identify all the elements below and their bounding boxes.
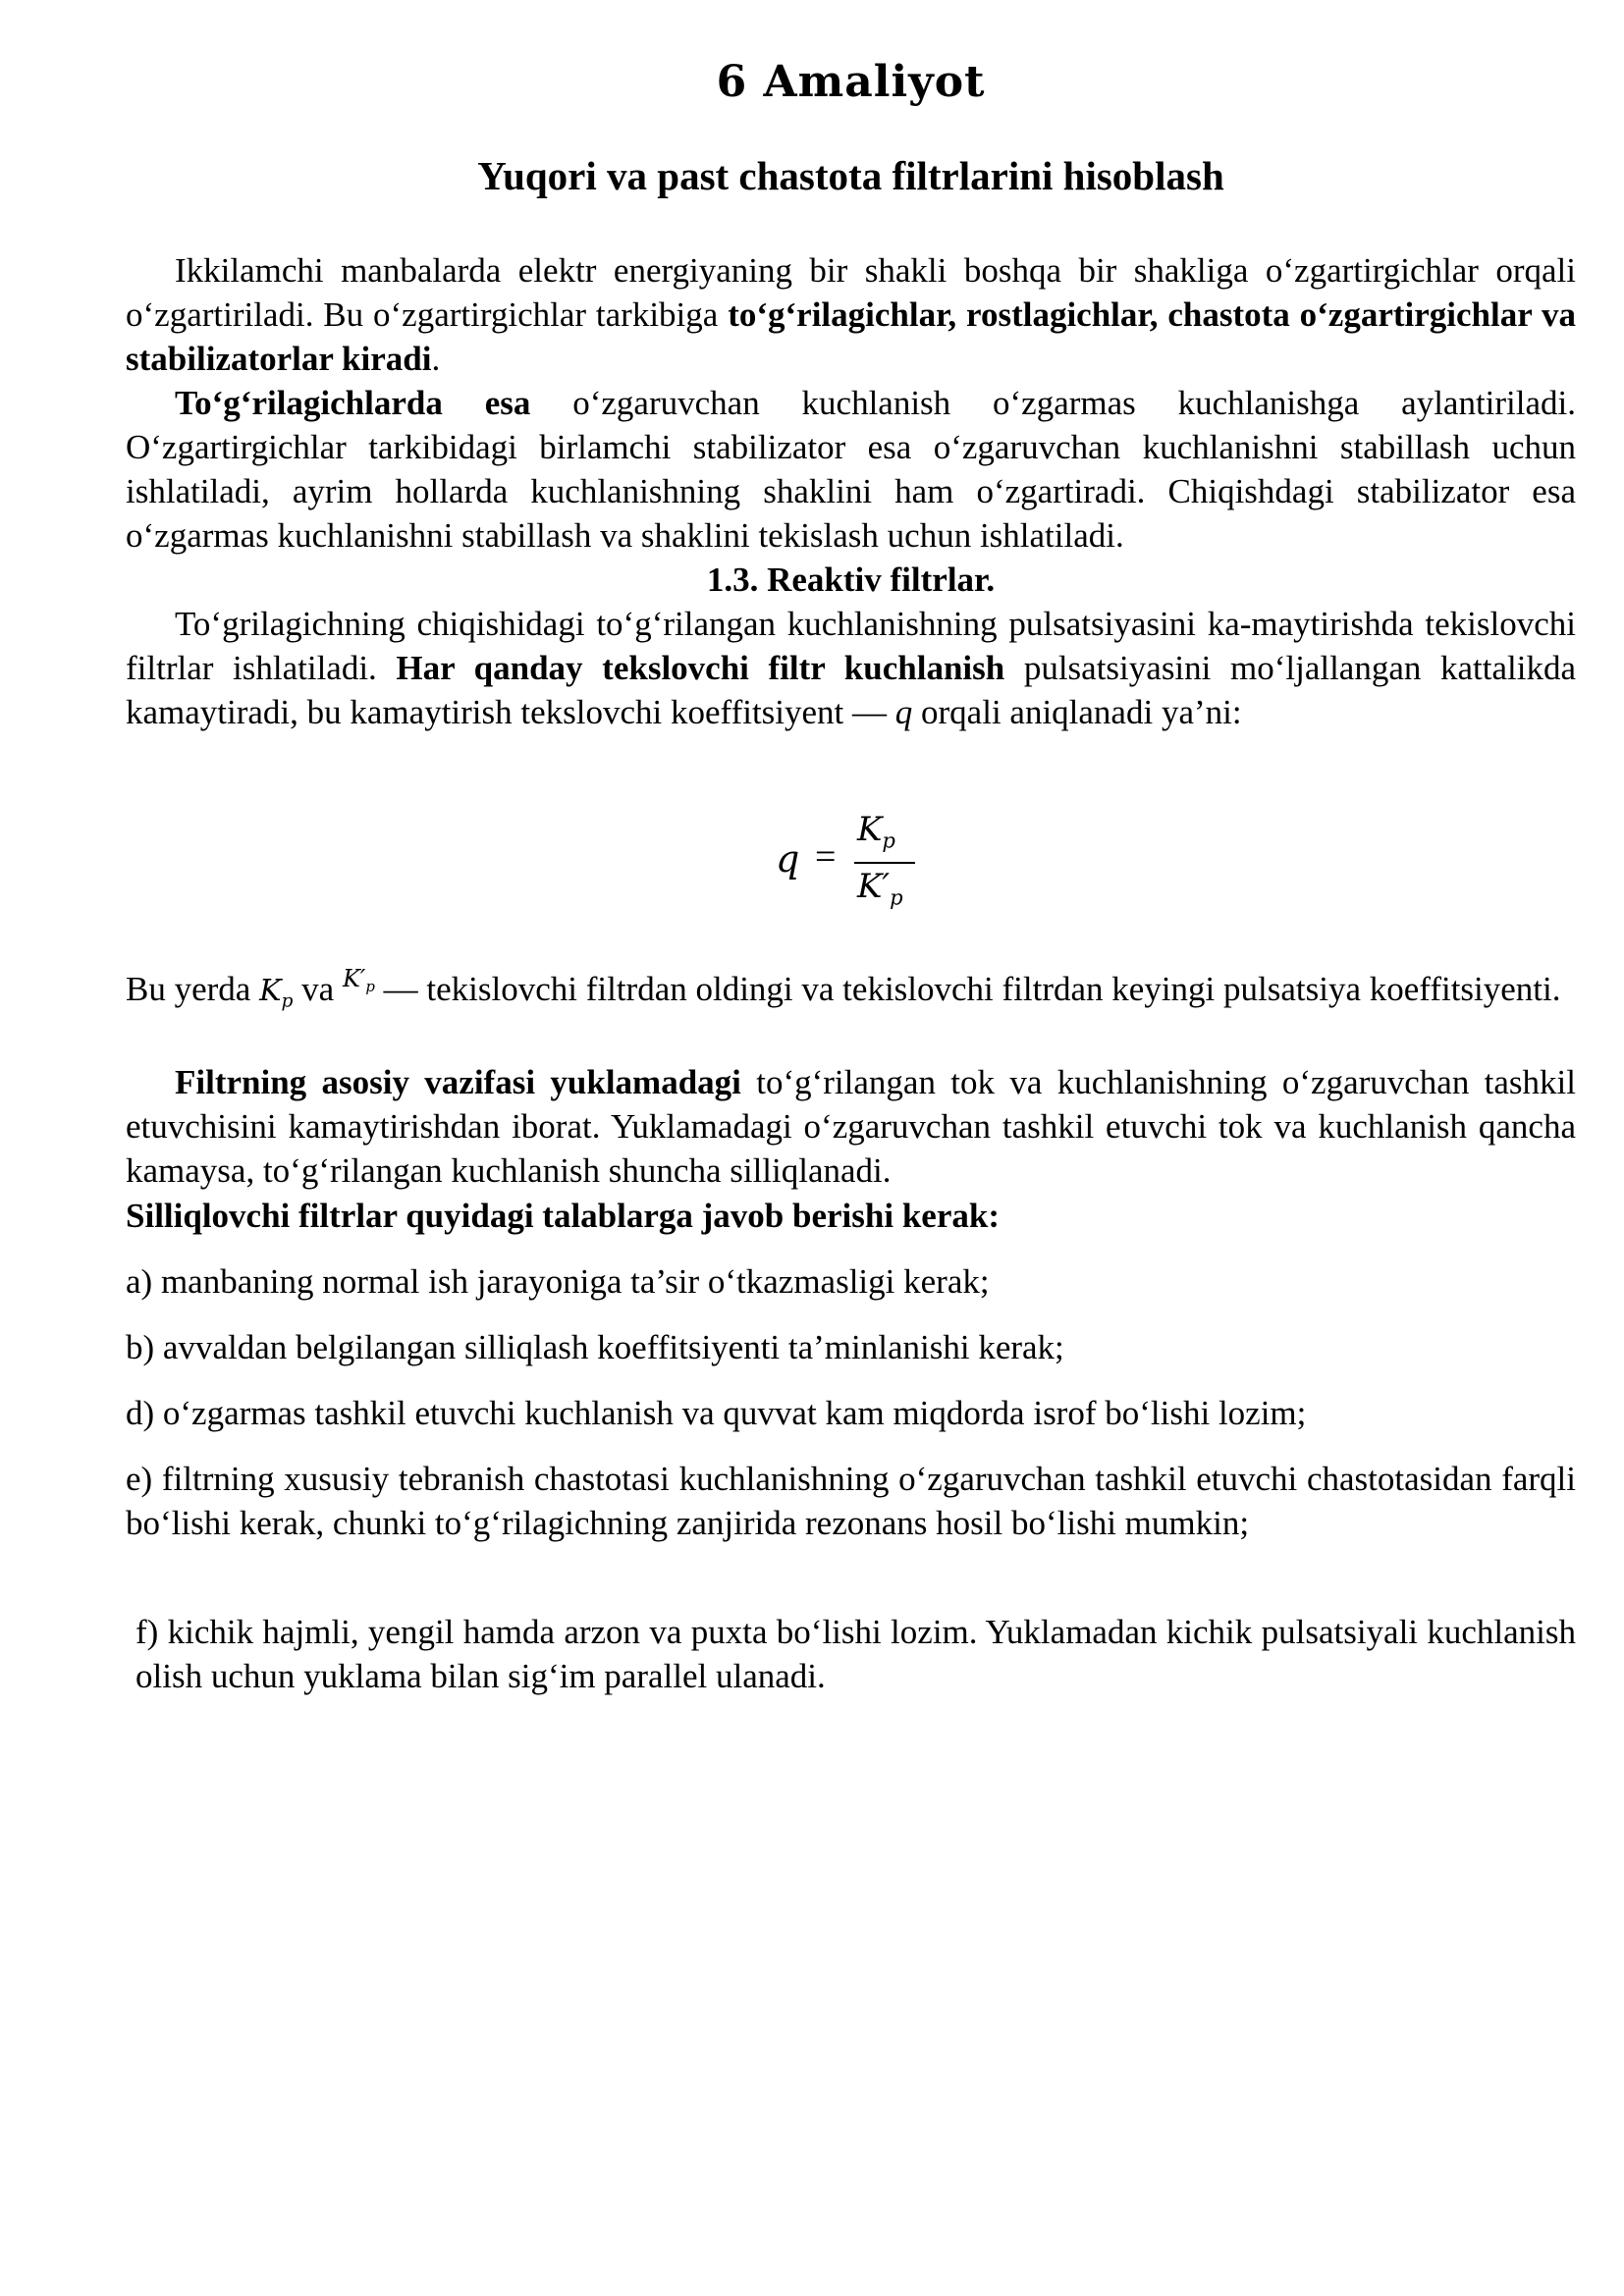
list-item-f: f) kichik hajmli, yengil hamda arzon va puxta bo‘lishi lozim. Yuklamadan kichik pulsatsiyali kuchlanish olish uchun yuklama bilan sig‘im parallel ulanadi. <box>135 1613 1576 1695</box>
practice-number-title: 6 Amaliyot <box>716 57 986 107</box>
text: — tekislovchi filtrdan oldingi va tekislovchi filtrdan keyingi pulsatsiya koeffitsiyenti. <box>374 970 1561 1008</box>
paragraph-filters <box>126 602 1576 734</box>
requirements-heading: Silliqlovchi filtrlar quyidagi talablarga javob berishi kerak: <box>126 1197 1000 1235</box>
formula-denominator <box>857 867 903 909</box>
paragraph-filter-purpose <box>126 1060 1576 1193</box>
paragraph-rectifiers <box>126 381 1576 558</box>
formula-numerator <box>857 810 895 852</box>
fraction-bar <box>854 862 915 864</box>
bold-text: Har qanday tekslovchi filtr kuchlanish <box>396 649 1005 687</box>
q-symbol: q <box>894 693 913 731</box>
kp-sub: p <box>281 990 294 1012</box>
kp-prime-sub: p <box>365 978 375 996</box>
bold-text: To‘g‘rilagichlarda esa <box>175 384 531 422</box>
text: orqali aniqlanadi ya’ni: <box>912 693 1242 731</box>
formula-lhs: q <box>776 837 800 881</box>
formula-numerator-symbol: K <box>857 810 883 849</box>
list-item-e: e) filtrning xususiy tebranish chastotasi kuchlanishning o‘zgaruvchan tashkil etuvchi chastotasidan farqli bo‘lishi kerak, chunki to‘g‘rilagichning zanjirida rezonans hosil bo‘lishi mumkin; <box>126 1460 1576 1542</box>
page-title: Yuqori va past chastota filtrlarini hisoblash <box>477 153 1224 198</box>
paragraph-coefficients <box>126 957 1576 1024</box>
text: va <box>293 970 343 1008</box>
formula-equals: = <box>815 836 837 878</box>
text: Ikkilamchi manbalarda elektr energiyaning bir shakli boshqa bir shakliga o‘zgartirgichlar orqali o‘zgartiriladi. Bu o‘zgartirgichlar tarkibiga <box>126 251 1576 334</box>
text: To‘grilagichning chiqishidagi to‘g‘rilangan kuchlanishning pulsatsiyasini ka-maytirishda tekislovchi filtrlar ishlatiladi. <box>126 605 1576 687</box>
text: . <box>431 340 441 378</box>
paragraph-intro <box>126 248 1576 381</box>
bold-text: Filtrning asosiy vazifasi yuklamadagi <box>175 1063 741 1101</box>
list-item-d: d) o‘zgarmas tashkil etuvchi kuchlanish va quvvat kam miqdorda isrof bo‘lishi lozim; <box>126 1394 1307 1432</box>
formula-denominator-sub: p <box>890 884 903 910</box>
kp-prime-symbol <box>342 965 375 996</box>
text: pulsatsiyasini mo‘ljallangan kattalikda kamaytiradi, bu kamaytirish tekslovchi koeffitsiyent — <box>126 649 1576 731</box>
list-item-a: a) manbaning normal ish jarayoniga ta’sir o‘tkazmasligi kerak; <box>126 1262 990 1301</box>
text: Bu yerda <box>126 970 260 1008</box>
text: o‘zgaruvchan kuchlanish o‘zgarmas kuchlanishga aylantiriladi. O‘zgartirgichlar tarkibidagi birlamchi stabilizator esa o‘zgaruvchan kuchlanishni stabillash uchun ishlatiladi, ayrim hollarda kuchlanishning shaklini ham o‘zgartiradi. Chiqishdagi stabilizator esa o‘zgarmas kuchlanishni stabillash va shaklini tekislash uchun ishlatiladi. <box>126 384 1577 555</box>
formula-numerator-sub: p <box>882 828 895 853</box>
formula-denominator-symbol: K′ <box>857 867 891 906</box>
formula-q <box>126 810 1576 918</box>
kp-symbol <box>259 974 294 1012</box>
section-heading: 1.3. Reaktiv filtrlar. <box>706 561 996 599</box>
list-item-b: b) avvaldan belgilangan silliqlash koeffitsiyenti ta’minlanishi kerak; <box>126 1328 1064 1366</box>
kp-prime-letter: K′ <box>342 965 366 992</box>
kp-letter: K <box>259 974 282 1008</box>
text: to‘g‘rilangan tok va kuchlanishning o‘zgaruvchan tashkil etuvchisini kamaytirishdan iborat. Yuklamadagi o‘zgaruvchan tashkil etuvchi tok va kuchlanish qancha kamaysa, to‘g‘rilangan kuchlanish shuncha silliqlanadi. <box>126 1063 1577 1190</box>
bold-text: to‘g‘rilagichlar, rostlagichlar, chastota o‘zgartirgichlar va stabilizatorlar kiradi <box>126 295 1576 378</box>
